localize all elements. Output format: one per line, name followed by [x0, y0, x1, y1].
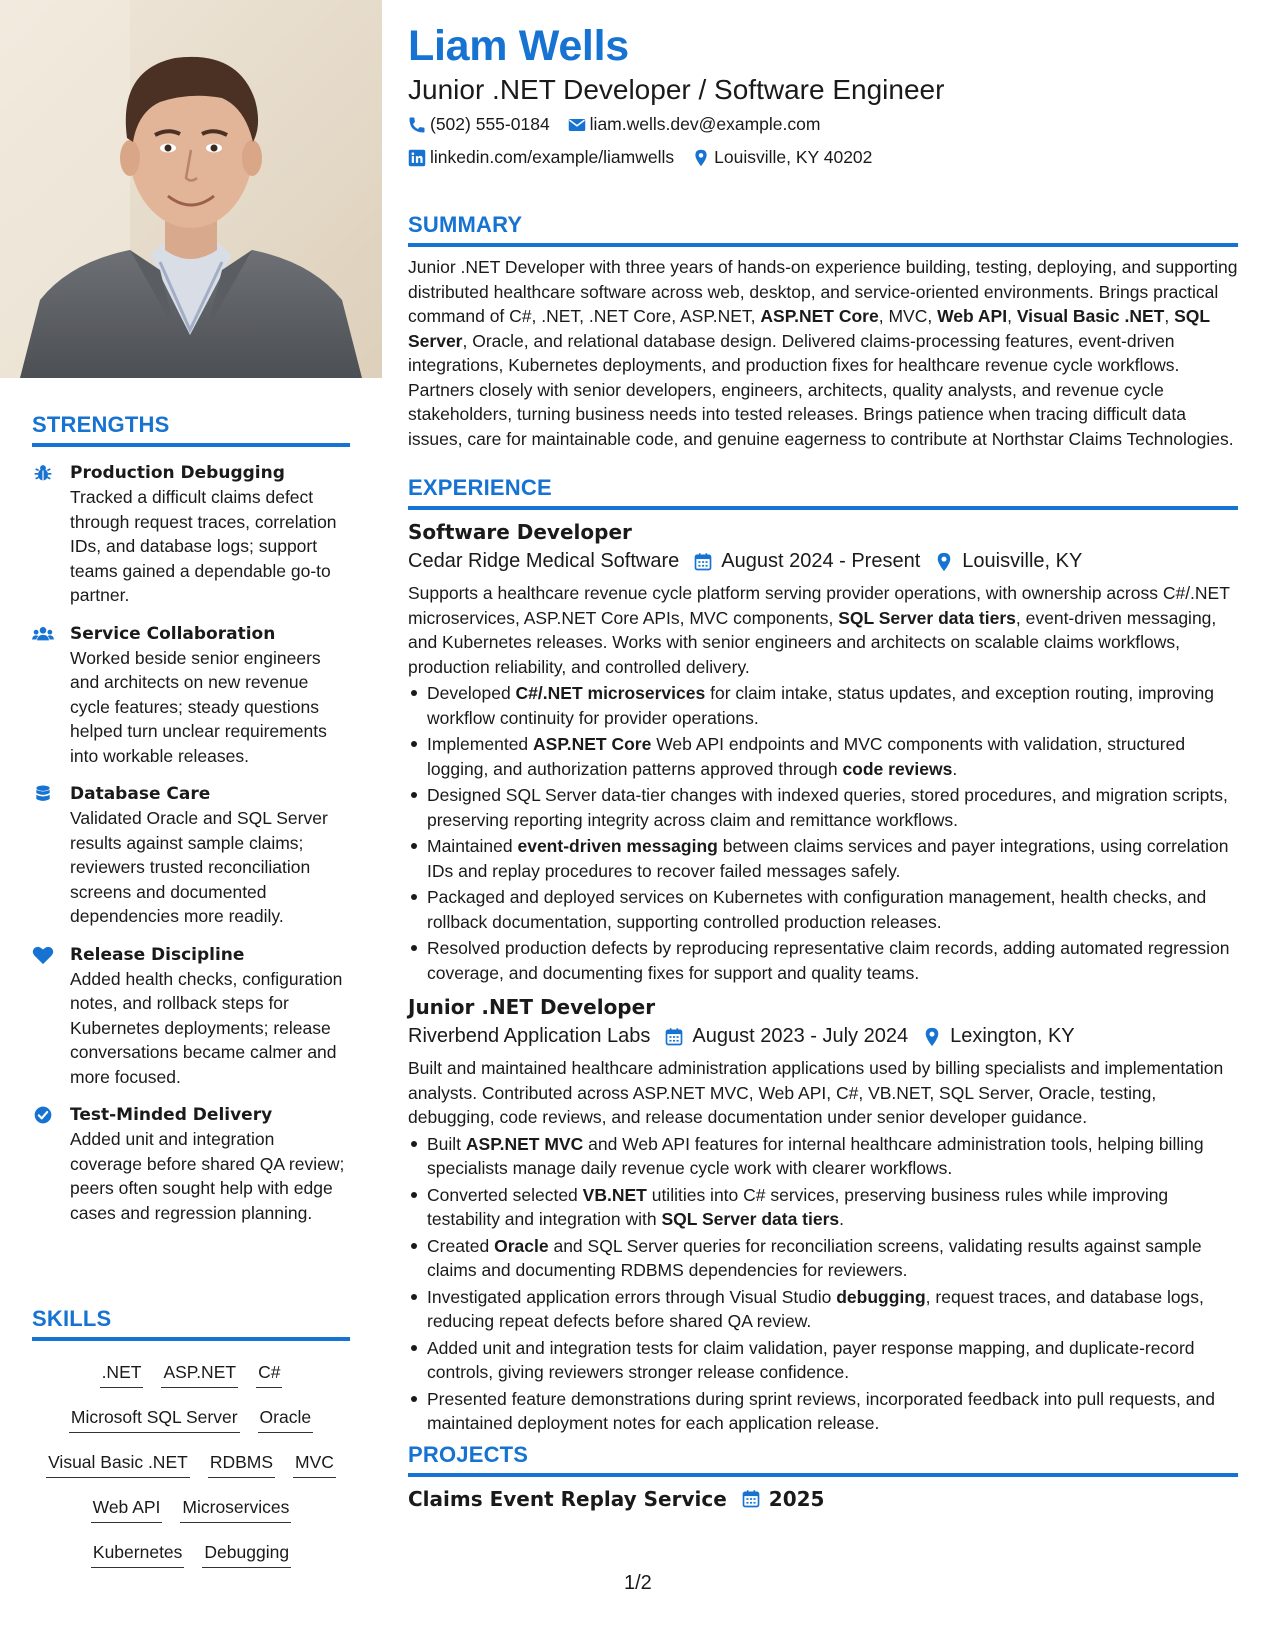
summary-heading: SUMMARY: [408, 212, 1238, 247]
skills-list: [32, 1359, 350, 1584]
job-desc-part: Supports a healthcare revenue cycle platform serving provider operations, with ownership across C#/.NET microservices, ASP.NET Core APIs, MVC components,: [408, 583, 1230, 628]
linkedin-contact[interactable]: [408, 147, 674, 168]
strength-description: Added health checks, configuration notes, and rollback steps for Kubernetes deployments; release conversations became calmer and more focused.: [70, 968, 343, 1087]
summary-part: ,: [1007, 306, 1017, 326]
bullet-part: Maintained: [427, 836, 518, 856]
bullet-part: Oracle: [494, 1235, 549, 1256]
skill-tag: C#: [256, 1359, 282, 1388]
candidate-name: Liam Wells: [408, 22, 629, 70]
job-company: Riverbend Application Labs: [408, 1025, 651, 1047]
heart-icon: [32, 945, 56, 965]
candidate-role: Junior .NET Developer / Software Engineer: [408, 74, 945, 105]
location-contact: [692, 147, 872, 168]
check-circle-icon: [32, 1105, 56, 1125]
strengths-section: [32, 412, 350, 1225]
experience-heading: EXPERIENCE: [408, 475, 1238, 510]
experience-section: [408, 475, 1238, 1438]
job-description: [408, 1056, 1238, 1130]
calendar-icon: [664, 1027, 684, 1047]
phone-text: (502) 555-0184: [430, 114, 550, 134]
bullet-part: Resolved production defects by reproducing representative claim records, adding automated regression coverage, and documenting fixes for support and quality teams.: [427, 938, 1230, 983]
job-location: Louisville, KY: [962, 550, 1083, 572]
job-dates: August 2023 - July 2024: [692, 1025, 909, 1047]
strength-title: Service Collaboration: [70, 623, 276, 644]
bullet-part: Added unit and integration tests for claim validation, payer response mapping, and duplicate-record controls, giving reviewers stronger release confidence.: [427, 1337, 1195, 1382]
bullet-part: Web API endpoints and MVC components with validation, structured logging, and authorization patterns approved through: [427, 734, 1186, 779]
bullet-item: [408, 834, 1238, 883]
bullet-part: Developed: [427, 683, 516, 703]
email-contact[interactable]: [568, 114, 821, 135]
strength-title: Release Discipline: [70, 944, 245, 965]
strength-item: [32, 622, 350, 769]
map-pin-icon: [692, 149, 710, 167]
skill-tag: MVC: [293, 1449, 336, 1478]
skills-heading: SKILLS: [32, 1306, 350, 1341]
job-title: Junior .NET Developer: [408, 995, 656, 1019]
skill-row: [32, 1539, 350, 1584]
database-icon: [32, 784, 56, 804]
job-description: [408, 581, 1238, 679]
summary-part: ASP.NET Core: [760, 306, 879, 326]
job-entry: [408, 995, 1238, 1436]
location-text: Louisville, KY 40202: [714, 147, 873, 167]
job-meta: [408, 1025, 1238, 1048]
bullet-part: VB.NET: [582, 1184, 647, 1205]
bullet-part: Investigated application errors through Visual Studio: [427, 1286, 837, 1307]
phone-icon: [408, 116, 426, 134]
contact-row: [408, 114, 838, 135]
job-location: Lexington, KY: [950, 1025, 1075, 1047]
bullet-item: [408, 1285, 1238, 1334]
strength-description: Added unit and integration coverage before shared QA review; peers often sought help with edge cases and regression planning.: [70, 1129, 345, 1223]
summary-section: [408, 212, 1238, 451]
bullet-item: [408, 783, 1238, 832]
bullet-part: event-driven messaging: [517, 836, 718, 856]
summary-part: , MVC,: [878, 306, 938, 326]
skill-row: [32, 1359, 350, 1404]
projects-section: [408, 1442, 1238, 1511]
bullet-item: [408, 1234, 1238, 1283]
calendar-icon: [741, 1489, 761, 1509]
job-dates: August 2024 - Present: [721, 550, 921, 572]
skill-row: [32, 1449, 350, 1494]
skill-tag: Kubernetes: [91, 1539, 185, 1568]
bullet-part: Created: [427, 1235, 495, 1256]
job-title: Software Developer: [408, 520, 632, 544]
skill-row: [32, 1404, 350, 1449]
summary-part: Visual Basic .NET: [1016, 306, 1165, 326]
summary-part: SQL Server: [408, 306, 1210, 351]
bullet-part: Implemented: [427, 734, 534, 754]
job-desc-part: , event-driven messaging, and Kubernetes releases. Works with senior engineers and architects on scalable claims workflows, production reliability, and controlled delivery.: [408, 607, 1217, 677]
bullet-item: [408, 732, 1238, 781]
summary-part: Junior .NET Developer with three years of hands-on experience building, testing, deploying, and supporting distributed healthcare software across web, desktop, and service-oriented environments. Brings practical command of C#, .NET, .NET Core, ASP.NET,: [408, 257, 1238, 326]
envelope-icon: [568, 116, 586, 134]
users-icon: [32, 624, 56, 644]
skill-tag: Microsoft SQL Server: [69, 1404, 240, 1433]
skill-tag: Debugging: [202, 1539, 291, 1568]
linkedin-text: linkedin.com/example/liamwells: [430, 147, 675, 167]
summary-text: [408, 255, 1238, 451]
bullet-part: Presented feature demonstrations during sprint reviews, incorporated feedback into pull requests, and maintained deployment notes for each application release.: [427, 1388, 1215, 1433]
bullet-part: Built: [427, 1133, 466, 1154]
bullet-part: SQL Server data tiers: [661, 1209, 840, 1229]
strength-item: [32, 1103, 350, 1225]
calendar-icon: [693, 552, 713, 572]
bullet-item: [408, 1336, 1238, 1385]
project-title: Claims Event Replay Service: [408, 1487, 727, 1511]
bullet-part: ASP.NET Core: [533, 734, 652, 754]
summary-part: Web API: [937, 306, 1008, 326]
skill-tag: RDBMS: [208, 1449, 275, 1478]
bullet-part: code reviews: [842, 758, 953, 779]
bullet-part: for claim intake, status updates, and exception routing, improving workflow continuity for provider operations.: [427, 683, 1214, 728]
strength-title: Database Care: [70, 784, 211, 804]
project-entry: [408, 1487, 1238, 1511]
bug-icon: [32, 463, 56, 483]
summary-part: , Oracle, and relational database design. Delivered claims-processing features, event-driven integrations, Kubernetes deployments, and production fixes for healthcare revenue cycle workflows. Partners closely with senior developers, engineers, architects, quality analysts, and revenue cycle stakeholders, turning business needs into tested releases. Brings patience when tracing difficult data issues, care for maintainable code, and genuine eagerness to contribute at Northstar Claims Technologies.: [408, 330, 1234, 449]
strength-title: Test-Minded Delivery: [70, 1105, 273, 1125]
bullet-item: [408, 1387, 1238, 1436]
bullet-part: C#/.NET microservices: [515, 683, 706, 703]
bullet-part: Converted selected: [427, 1184, 583, 1205]
bullet-item: [408, 1183, 1238, 1232]
bullet-part: .: [839, 1209, 845, 1229]
job-desc-part: Built and maintained healthcare administration applications used by billing specialists and implementation analysts. Contributed across ASP.NET MVC, Web API, C#, VB.NET, SQL Server, Oracle, testing, debugging, code reviews, and release documentation under senior developer guidance.: [408, 1058, 1224, 1127]
bullet-part: debugging: [836, 1286, 926, 1307]
page-number: 1/2: [624, 1572, 652, 1594]
job-entry: [408, 520, 1238, 985]
strength-description: Worked beside senior engineers and architects on new revenue cycle features; steady questions helped turn unclear requirements into workable releases.: [70, 647, 327, 766]
skill-tag: Visual Basic .NET: [46, 1449, 190, 1478]
contact-row: [408, 147, 890, 168]
strength-description: Validated Oracle and SQL Server results against sample claims; reviewers trusted reconciliation screens and documented dependencies more readily.: [70, 808, 328, 926]
bullet-part: , request traces, and database logs, reducing repeat defects before shared QA review.: [427, 1286, 1204, 1331]
summary-part: ,: [1164, 306, 1175, 326]
bullet-item: [408, 936, 1238, 985]
bullet-item: [408, 885, 1238, 934]
bullet-part: ASP.NET MVC: [465, 1133, 584, 1154]
strength-item: [32, 782, 350, 929]
job-meta: [408, 550, 1238, 573]
email-text: liam.wells.dev@example.com: [589, 114, 821, 134]
strength-item: [32, 943, 350, 1090]
skill-tag: Oracle: [258, 1404, 314, 1433]
skill-tag: Microservices: [180, 1494, 291, 1523]
skills-section: [32, 1306, 350, 1584]
job-bullets: [408, 681, 1238, 985]
profile-photo: [0, 0, 382, 378]
left-column: [0, 0, 382, 1650]
skill-row: [32, 1494, 350, 1539]
bullet-part: Designed SQL Server data-tier changes with indexed queries, stored procedures, and migration scripts, preserving reporting integrity across claim and remittance workflows.: [427, 785, 1228, 830]
strengths-heading: STRENGTHS: [32, 412, 350, 447]
job-company: Cedar Ridge Medical Software: [408, 550, 680, 572]
strength-title: Production Debugging: [70, 463, 285, 483]
bullet-part: Packaged and deployed services on Kubernetes with configuration management, health checks, and rollback documentation, supporting controlled production releases.: [427, 887, 1207, 932]
strength-item: [32, 461, 350, 608]
map-pin-icon: [934, 552, 954, 572]
skill-tag: .NET: [100, 1359, 144, 1388]
skill-tag: ASP.NET: [161, 1359, 238, 1388]
strength-description: Tracked a difficult claims defect through request traces, correlation IDs, and database logs; support teams gained a dependable go-to partner.: [70, 487, 337, 605]
bullet-part: and Web API features for internal healthcare administration tools, helping billing specialists manage daily revenue cycle work with clearer workflows.: [427, 1133, 1204, 1178]
job-desc-part: SQL Server data tiers: [838, 607, 1016, 628]
map-pin-icon: [922, 1027, 942, 1047]
phone-contact[interactable]: [408, 114, 550, 135]
job-bullets: [408, 1132, 1238, 1436]
bullet-part: and SQL Server queries for reconciliation screens, validating results against sample claims and documenting RDBMS dependencies for reviewers.: [427, 1235, 1202, 1280]
linkedin-icon: [408, 149, 426, 167]
bullet-item: [408, 681, 1238, 730]
projects-heading: PROJECTS: [408, 1442, 1238, 1477]
bullet-part: utilities into C# services, preserving business rules while improving testability and integration with: [427, 1184, 1169, 1229]
skill-tag: Web API: [91, 1494, 163, 1523]
bullet-part: .: [952, 758, 958, 779]
bullet-item: [408, 1132, 1238, 1181]
project-year: 2025: [768, 1487, 825, 1511]
bullet-part: between claims services and payer integrations, using correlation IDs and replay procedures to recover failed messages safely.: [427, 836, 1229, 881]
